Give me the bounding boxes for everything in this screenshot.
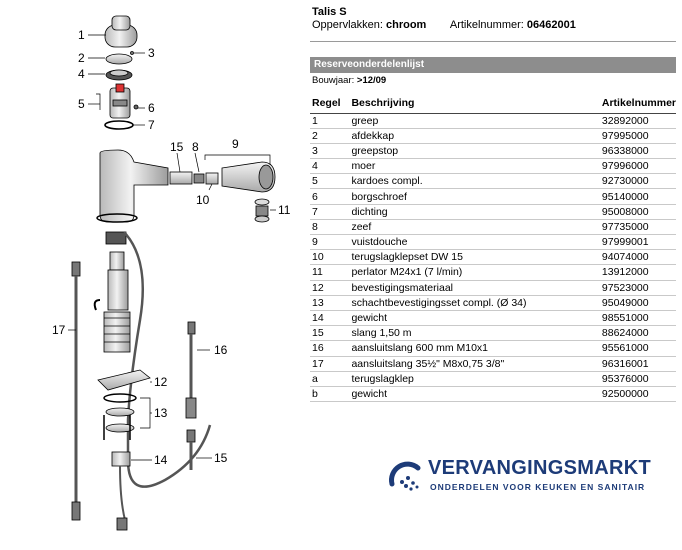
part-body — [97, 150, 168, 222]
cell-beschrijving: aansluitslang 35½" M8x0,75 3/8" — [349, 356, 599, 371]
callout-labels — [52, 28, 291, 467]
table-row — [310, 204, 676, 219]
cell-regel: 1 — [310, 113, 349, 128]
cell-artikelnummer: 92500000 — [600, 386, 676, 401]
cell-regel: 14 — [310, 310, 349, 325]
cell-regel: 11 — [310, 265, 349, 280]
cell-artikelnummer: 95008000 — [600, 204, 676, 219]
cell-beschrijving: greep — [349, 113, 599, 128]
cell-beschrijving: afdekkap — [349, 128, 599, 143]
part-lower-assembly — [95, 232, 130, 352]
callout-14: 14 — [154, 453, 168, 467]
cell-artikelnummer: 96316001 — [600, 356, 676, 371]
diagram-drawing — [0, 0, 300, 550]
callout-7: 7 — [148, 118, 155, 132]
cell-regel: 12 — [310, 280, 349, 295]
table-row — [310, 356, 676, 371]
part-connection-hose-right — [186, 322, 196, 470]
table-row — [310, 143, 676, 158]
shower-head-icon — [388, 458, 424, 494]
cell-regel: a — [310, 371, 349, 386]
part-weight — [112, 452, 130, 466]
cell-regel: 7 — [310, 204, 349, 219]
part-connection-hose-left — [72, 262, 80, 520]
cell-beschrijving: aansluitslang 600 mm M10x1 — [349, 341, 599, 356]
cell-artikelnummer: 32892000 — [600, 113, 676, 128]
product-meta — [312, 19, 576, 31]
surface-value: chroom — [386, 19, 427, 31]
callout-8: 8 — [192, 140, 199, 154]
cell-artikelnummer: 97996000 — [600, 159, 676, 174]
cell-artikelnummer: 97999001 — [600, 235, 676, 250]
part-spray-head — [222, 162, 275, 192]
callout-15-top: 15 — [170, 140, 184, 154]
callout-15-bottom: 15 — [214, 451, 228, 465]
cell-beschrijving: terugslagklepset DW 15 — [349, 250, 599, 265]
cell-regel: 5 — [310, 174, 349, 189]
table-row — [310, 189, 676, 204]
callout-16: 16 — [214, 343, 228, 357]
brand-name — [428, 457, 651, 480]
callout-10: 10 — [196, 193, 210, 207]
cell-regel: 16 — [310, 341, 349, 356]
cell-regel: 9 — [310, 235, 349, 250]
cell-beschrijving: borgschroef — [349, 189, 599, 204]
cell-artikelnummer: 97735000 — [600, 219, 676, 234]
brand-name-part2: MARKT — [577, 457, 651, 479]
cell-beschrijving: perlator M24x1 (7 l/min) — [349, 265, 599, 280]
cell-beschrijving: moer — [349, 159, 599, 174]
cell-artikelnummer: 94074000 — [600, 250, 676, 265]
table-row — [310, 371, 676, 386]
header-artikelnummer: Artikelnummer — [600, 93, 676, 113]
part-hose-connection — [170, 172, 218, 184]
callout-4: 4 — [78, 67, 85, 81]
table-row — [310, 341, 676, 356]
cell-artikelnummer: 88624000 — [600, 326, 676, 341]
table-row — [310, 280, 676, 295]
cell-regel: 15 — [310, 326, 349, 341]
cell-beschrijving: bevestigingsmateriaal — [349, 280, 599, 295]
surface-label: Oppervlakken: — [312, 19, 383, 31]
part-aerator — [255, 199, 269, 222]
vervangingsmarkt-logo — [388, 456, 651, 496]
header-beschrijving: Beschrijving — [349, 93, 599, 113]
cell-regel: 13 — [310, 295, 349, 310]
cell-artikelnummer: 97523000 — [600, 280, 676, 295]
brand-name-part1: VERVANGINGS — [428, 457, 578, 479]
parts-table — [310, 93, 676, 402]
cell-artikelnummer: 13912000 — [600, 265, 676, 280]
part-cartridge — [110, 84, 138, 118]
cell-artikelnummer: 98551000 — [600, 310, 676, 325]
cell-regel: 4 — [310, 159, 349, 174]
cell-artikelnummer: 95376000 — [600, 371, 676, 386]
bouwjaar-label: Bouwjaar: — [312, 75, 355, 86]
cell-beschrijving: kardoes compl. — [349, 174, 599, 189]
callout-2: 2 — [78, 51, 85, 65]
brand-tagline: ONDERDELEN VOOR KEUKEN EN SANITAIR — [430, 482, 646, 492]
table-row — [310, 326, 676, 341]
table-row — [310, 250, 676, 265]
part-handle — [105, 16, 137, 47]
cell-regel: 17 — [310, 356, 349, 371]
header-regel: Regel — [310, 93, 349, 113]
part-nut — [106, 70, 132, 80]
cell-regel: 2 — [310, 128, 349, 143]
part-cap — [106, 54, 132, 64]
parts-table-body — [310, 113, 676, 402]
cell-artikelnummer: 95140000 — [600, 189, 676, 204]
table-row — [310, 265, 676, 280]
cell-beschrijving: zeef — [349, 219, 599, 234]
cell-regel: b — [310, 386, 349, 401]
cell-artikelnummer: 95561000 — [600, 341, 676, 356]
table-row — [310, 174, 676, 189]
part-seal — [105, 121, 133, 129]
callout-11: 11 — [278, 203, 291, 217]
bouwjaar — [312, 75, 386, 86]
table-row — [310, 295, 676, 310]
cell-regel: 6 — [310, 189, 349, 204]
callout-6: 6 — [148, 101, 155, 115]
cell-beschrijving: terugslagklep — [349, 371, 599, 386]
part-hose — [124, 232, 210, 487]
bouwjaar-value: >12/09 — [356, 75, 387, 86]
callout-17: 17 — [52, 323, 66, 337]
table-row — [310, 128, 676, 143]
callout-13: 13 — [154, 406, 168, 420]
cell-artikelnummer: 92730000 — [600, 174, 676, 189]
callout-leaders — [68, 35, 276, 460]
cell-beschrijving: vuistdouche — [349, 235, 599, 250]
article-label: Artikelnummer: — [449, 19, 524, 31]
product-title: Talis S — [312, 6, 347, 18]
cell-artikelnummer: 97995000 — [600, 128, 676, 143]
cell-artikelnummer: 96338000 — [600, 143, 676, 158]
cell-regel: 8 — [310, 219, 349, 234]
cell-regel: 10 — [310, 250, 349, 265]
callout-3: 3 — [148, 46, 155, 60]
table-row — [310, 113, 676, 128]
callout-5: 5 — [78, 97, 85, 111]
cell-beschrijving: gewicht — [349, 386, 599, 401]
article-value: 06462001 — [526, 19, 576, 31]
cell-artikelnummer: 95049000 — [600, 295, 676, 310]
table-header-row — [310, 93, 676, 113]
callout-1: 1 — [78, 28, 85, 42]
header-divider — [310, 41, 676, 42]
cell-regel: 3 — [310, 143, 349, 158]
table-row — [310, 159, 676, 174]
cell-beschrijving: schachtbevestigingsset compl. (Ø 34) — [349, 295, 599, 310]
table-row — [310, 386, 676, 401]
callout-12: 12 — [154, 375, 168, 389]
cell-beschrijving: dichting — [349, 204, 599, 219]
cell-beschrijving: greepstop — [349, 143, 599, 158]
table-row — [310, 235, 676, 250]
table-row — [310, 219, 676, 234]
exploded-parts-diagram — [0, 0, 300, 550]
part-stop — [131, 52, 134, 55]
section-title-bar: Reserveonderdelenlijst — [310, 57, 676, 73]
part-mounting-plate — [98, 370, 150, 390]
table-row — [310, 310, 676, 325]
cell-beschrijving: slang 1,50 m — [349, 326, 599, 341]
part-mounting-set — [104, 394, 136, 440]
cell-beschrijving: gewicht — [349, 310, 599, 325]
callout-9: 9 — [232, 137, 239, 151]
